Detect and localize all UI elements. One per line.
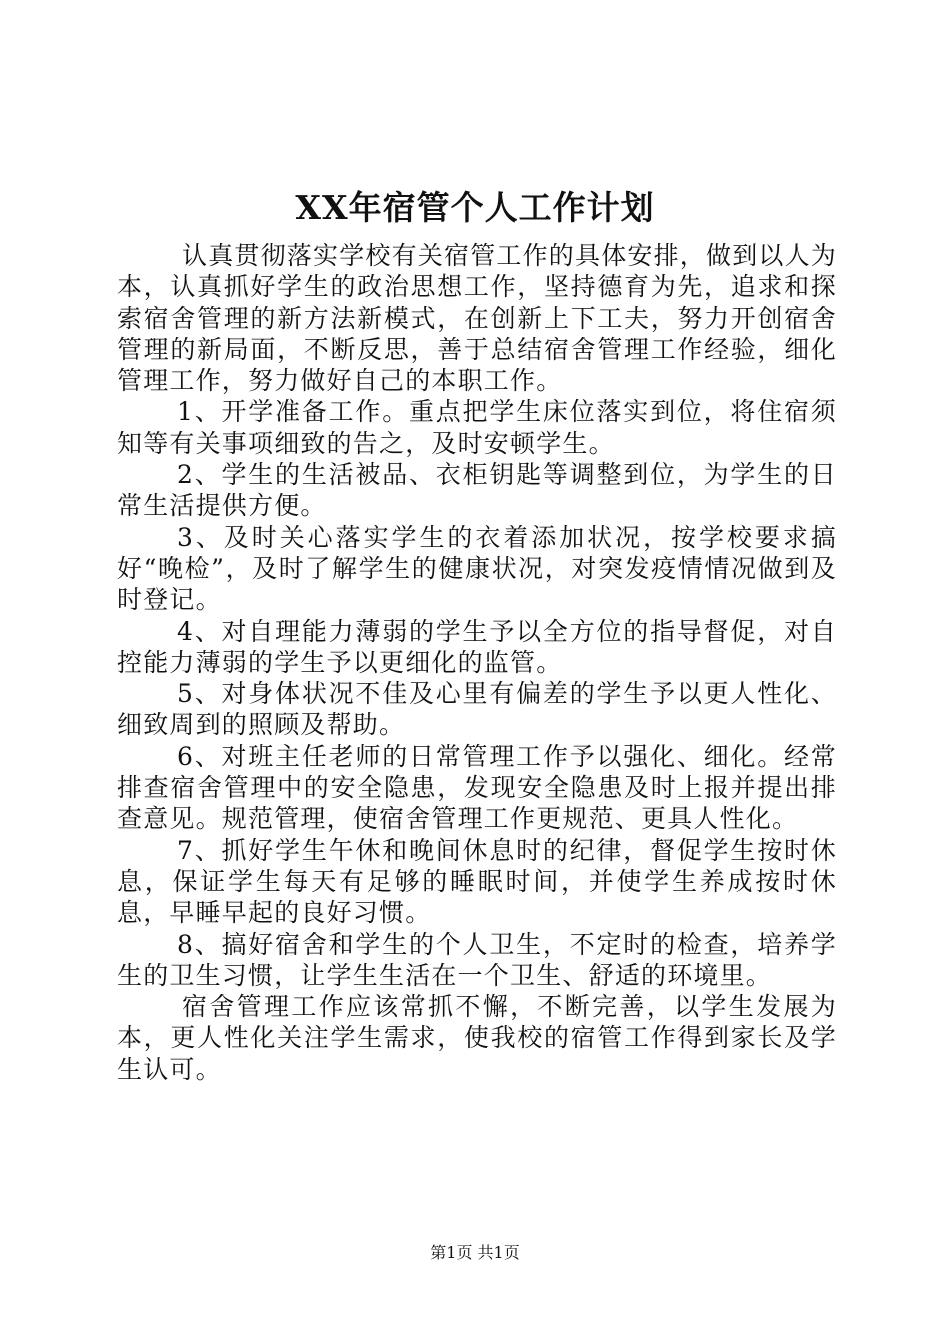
plan-item-3: 3、及时关心落实学生的衣着添加状况，按学校要求搞好“晚检”，及时了解学生的健康状况，对突发疫情情况做到及时登记。 xyxy=(117,522,837,615)
plan-item-1: 1、开学准备工作。重点把学生床位落实到位，将住宿须知等有关事项细致的告之，及时安顿学生。 xyxy=(117,397,837,458)
page-footer: 第1页 共1页 xyxy=(430,1243,520,1262)
plan-item-8: 8、搞好宿舍和学生的个人卫生，不定时的检查，培养学生的卫生习惯，让学生生活在一个卫生、舒适的环境里。 xyxy=(117,929,837,990)
document-body xyxy=(117,240,837,1085)
plan-item-5: 5、对身体状况不佳及心里有偏差的学生予以更人性化、细致周到的照顾及帮助。 xyxy=(117,679,837,740)
plan-item-2: 2、学生的生活被品、衣柜钥匙等调整到位，为学生的日常生活提供方便。 xyxy=(117,460,837,521)
plan-item-7: 7、抓好学生午休和晚间休息时的纪律，督促学生按时休息，保证学生每天有足够的睡眠时间，并使学生养成按时休息，早睡早起的良好习惯。 xyxy=(117,835,837,928)
plan-item-4: 4、对自理能力薄弱的学生予以全方位的指导督促，对自控能力薄弱的学生予以更细化的监管。 xyxy=(117,616,837,677)
intro-paragraph: 认真贯彻落实学校有关宿管工作的具体安排，做到以人为本，认真抓好学生的政治思想工作，坚持德育为先，追求和探索宿舍管理的新方法新模式，在创新上下工夫，努力开创宿舍管理的新局面，不断反思，善于总结宿舍管理工作经验，细化管理工作，努力做好自己的本职工作。 xyxy=(117,241,838,396)
closing-paragraph: 宿舍管理工作应该常抓不懈，不断完善，以学生发展为本，更人性化关注学生需求，使我校的宿管工作得到家长及学生认可。 xyxy=(117,992,837,1084)
plan-item-6: 6、对班主任老师的日常管理工作予以强化、细化。经常排查宿舍管理中的安全隐患，发现安全隐患及时上报并提出排查意见。规范管理，使宿舍管理工作更规范、更具人性化。 xyxy=(117,741,837,834)
document-title: XX年宿管个人工作计划 xyxy=(295,188,655,227)
